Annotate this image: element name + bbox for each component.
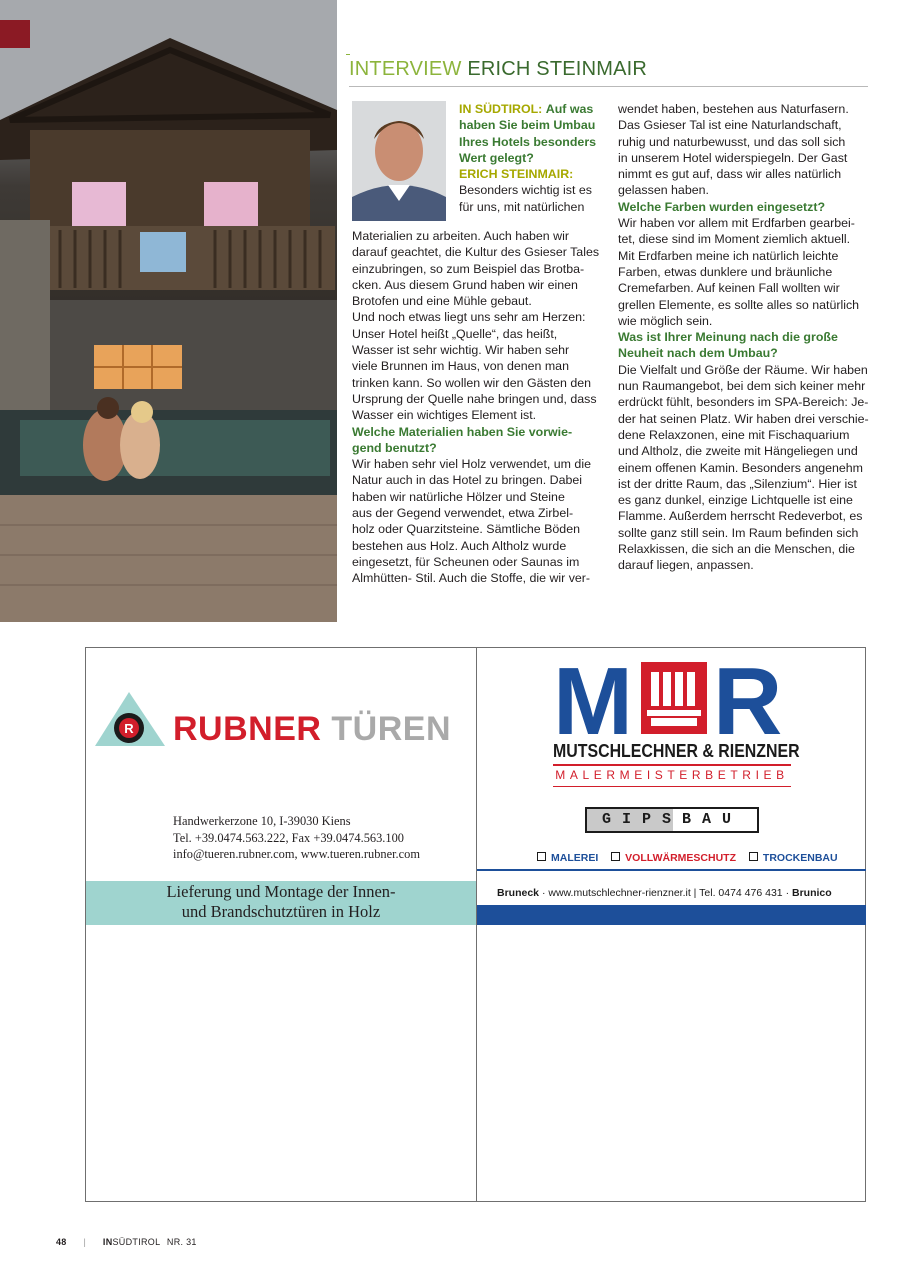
answer-line: sollte ganz still sein. Im Raum befinden sich	[618, 525, 859, 540]
magazine-bold: IN	[102, 1237, 113, 1247]
answer-line: Cremefarben. Auf keinen Fall wollten wir	[618, 281, 840, 296]
answer-line: einem offenen Kamin. Besonders angenehm	[618, 460, 863, 475]
answer-line: eingesetzt, für Scheunen oder Saunas im	[352, 554, 580, 569]
answer-line: Die Vielfalt und Größe der Räume. Wir haben	[618, 362, 868, 377]
answer-line: bestehen aus Holz. Auch Altholz wurde	[352, 538, 567, 553]
mr-blue-rule	[477, 869, 866, 871]
answer-line: Wasser ist sehr wichtig. Wir haben sehr	[352, 343, 570, 358]
answer-line: Relaxkissen, die sich an die Menschen, die	[618, 542, 855, 557]
mr-blue-bar	[477, 905, 866, 925]
portrait-photo	[352, 101, 446, 221]
hotel-illustration	[0, 0, 337, 622]
answer-line: Flamme. Außerdem herrscht Redeverbot, es	[618, 509, 863, 524]
answer-line: Almhütten- Stil. Auch die Stoffe, die wir ver-	[352, 571, 591, 586]
answer-line: cken. Aus diesem Grund haben wir einen	[352, 277, 578, 292]
article-title	[349, 58, 647, 81]
mr-logo-r: R	[713, 658, 783, 738]
header-tick	[346, 54, 350, 55]
mr-phone: Tel. 0474 476 431	[699, 887, 783, 899]
mr-logo-m: M	[553, 658, 633, 738]
answer-line: Wasser ein wichtiges Element ist.	[352, 408, 537, 423]
answer-line: grellen Elemente, es sollte alles so natürlich	[618, 297, 860, 312]
answer-line: holz oder Quarzitsteine. Sämtliche Böden	[352, 522, 580, 537]
column-1-main	[352, 228, 608, 587]
mr-services	[537, 852, 848, 864]
answer-line: in unserem Hotel widerspiegeln. Der Gast	[618, 150, 848, 165]
respondent-label: ERICH STEINMAIR:	[459, 167, 574, 182]
issue-number: NR. 31	[166, 1237, 197, 1247]
q1-prefix: IN SÜDTIROL:	[459, 102, 543, 116]
rubner-slogan-line: Lieferung und Montage der Innen-	[166, 882, 396, 901]
answer-line: nimmt es gut auf, dass wir alles natürlich	[618, 167, 842, 182]
answer-line: es ganz dunkel, einzige Lichtquelle ist eine	[618, 493, 853, 508]
answer-line: Das Gsieser Tal ist eine Naturlandschaft,	[618, 118, 842, 133]
page-number: 48	[56, 1237, 67, 1247]
header-rule	[349, 86, 868, 87]
mr-logo	[553, 658, 793, 738]
checkbox-icon	[537, 852, 546, 861]
article-kicker: INTERVIEW	[349, 58, 462, 80]
q1-line: haben Sie beim Umbau	[459, 118, 596, 133]
rubner-logo-letter: R	[124, 721, 134, 736]
mr-rule	[553, 764, 791, 766]
page-footer	[56, 1237, 197, 1247]
answer-line: für uns, mit natürlichen	[459, 199, 585, 214]
rubner-brand	[173, 710, 451, 749]
rubner-address: Handwerkerzone 10, I-39030 Kiens	[173, 814, 351, 828]
article-name: ERICH STEINMAIR	[467, 58, 648, 80]
answer-line: aus der Gegend verwendet, etwa Zirbel-	[352, 506, 574, 521]
portrait-illustration	[352, 101, 446, 221]
answer-line: Mit Erdfarben meine ich natürlich leichte	[618, 248, 839, 263]
mr-web: www.mutschlechner-rienzner.it	[548, 887, 691, 899]
answer-line: Ursprung der Quelle nahe bringen und, dass	[352, 391, 597, 406]
column-1-top	[459, 101, 607, 215]
answer-line: wendet haben, bestehen aus Naturfasern.	[618, 102, 849, 116]
rubner-slogan	[86, 882, 476, 922]
q1-line: Auf was	[545, 102, 594, 116]
answer-line: trinken kann. So wollen wir den Gästen den	[352, 375, 592, 390]
answer-line: Natur auch in das Hotel zu bringen. Dabei	[352, 473, 583, 488]
checkbox-icon	[611, 852, 620, 861]
mr-city-de: Bruneck	[497, 887, 540, 899]
answer-line: tet, diese sind im Moment ziemlich aktuell.	[618, 232, 851, 247]
mr-company-name: MUTSCHLECHNER & RIENZNER	[553, 740, 800, 761]
answer-line: viele Brunnen im Haus, von denen man	[352, 359, 569, 374]
service-item: VOLLWÄRMESCHUTZ	[625, 852, 736, 864]
rubner-brand-red: RUBNER	[173, 710, 322, 748]
question-line: Welche Farben wurden eingesetzt?	[618, 199, 826, 214]
footer-separator: |	[83, 1237, 87, 1247]
mr-contact: Bruneck · www.mutschlechner-rienzner.it | Tel. 0474 476 431 · Brunico	[497, 887, 832, 899]
answer-line: Materialien zu arbeiten. Auch haben wir	[352, 229, 569, 243]
q1-line: Wert gelegt?	[459, 150, 534, 165]
answer-line: ruhig und naturbewusst, und das soll sich	[618, 134, 846, 149]
answer-line: dene Relaxzonen, eine mit Fischaquarium	[618, 427, 850, 442]
answer-line: einzubringen, so zum Beispiel das Brotba-	[352, 261, 585, 276]
column-2	[618, 101, 870, 574]
magazine-name: SÜDTIROL	[112, 1237, 161, 1247]
answer-line: darauf geachtet, die Kultur des Gsieser Tales	[352, 245, 600, 260]
rubner-contact	[173, 813, 420, 863]
mr-rule-thin	[553, 786, 791, 787]
rubner-phone: Tel. +39.0474.563.222, Fax +39.0474.563.100	[173, 830, 404, 845]
question-line: Neuheit nach dem Umbau?	[618, 346, 778, 361]
rubner-brand-grey: TÜREN	[331, 710, 452, 748]
answer-line: Unser Hotel heißt „Quelle“, das heißt,	[352, 326, 558, 341]
checkbox-icon	[749, 852, 758, 861]
answer-line: Und noch etwas liegt uns sehr am Herzen:	[352, 310, 586, 325]
section-tab	[0, 20, 30, 48]
answer-line: der hat seinen Platz. Wir haben drei verschie-	[618, 411, 869, 426]
answer-line: Brotofen und eine Mühle gebaut.	[352, 294, 532, 309]
hotel-photo	[0, 0, 337, 622]
rubner-web: info@tueren.rubner.com, www.tueren.rubner.com	[173, 847, 420, 861]
answer-line: darauf liegen, anpassen.	[618, 558, 754, 573]
answer-line: Farben, etwas dunklere und bräunliche	[618, 264, 833, 279]
answer-line: haben wir natürliche Hölzer und Steine	[352, 489, 565, 504]
answer-line: erdrückt fühlt, besonders im SPA-Bereich: Je-	[618, 395, 869, 410]
question-line: Welche Materialien haben Sie vorwie-	[352, 424, 573, 439]
question-line: gend benutzt?	[352, 440, 437, 455]
answer-line: und Altholz, die zweite mit Hängeliegen und	[618, 444, 858, 459]
mr-city-it: Brunico	[791, 887, 832, 899]
q1-line: Ihres Hotels besonders	[459, 134, 597, 149]
gipsbau-label: GIPSBAU	[601, 811, 742, 828]
mr-subtitle: MALERMEISTERBETRIEB	[555, 768, 789, 782]
rubner-slogan-line: und Brandschutztüren in Holz	[181, 902, 381, 921]
answer-line: nun Raumangebot, bei dem sich keiner mehr	[618, 379, 866, 394]
service-item: TROCKENBAU	[762, 852, 838, 864]
answer-line: ist der dritte Raum, das „Silenzium“. Hier ist	[618, 476, 857, 491]
answer-line: wie möglich sein.	[618, 313, 713, 328]
service-item: MALEREI	[551, 852, 599, 864]
answer-line: Wir haben vor allem mit Erdfarben gearbei-	[618, 216, 855, 231]
answer-line: Wir haben sehr viel Holz verwendet, um die	[352, 457, 591, 472]
answer-line: Besonders wichtig ist es	[459, 183, 592, 198]
question-line: Was ist Ihrer Meinung nach die große	[618, 330, 838, 345]
answer-line: gelassen haben.	[618, 183, 709, 198]
